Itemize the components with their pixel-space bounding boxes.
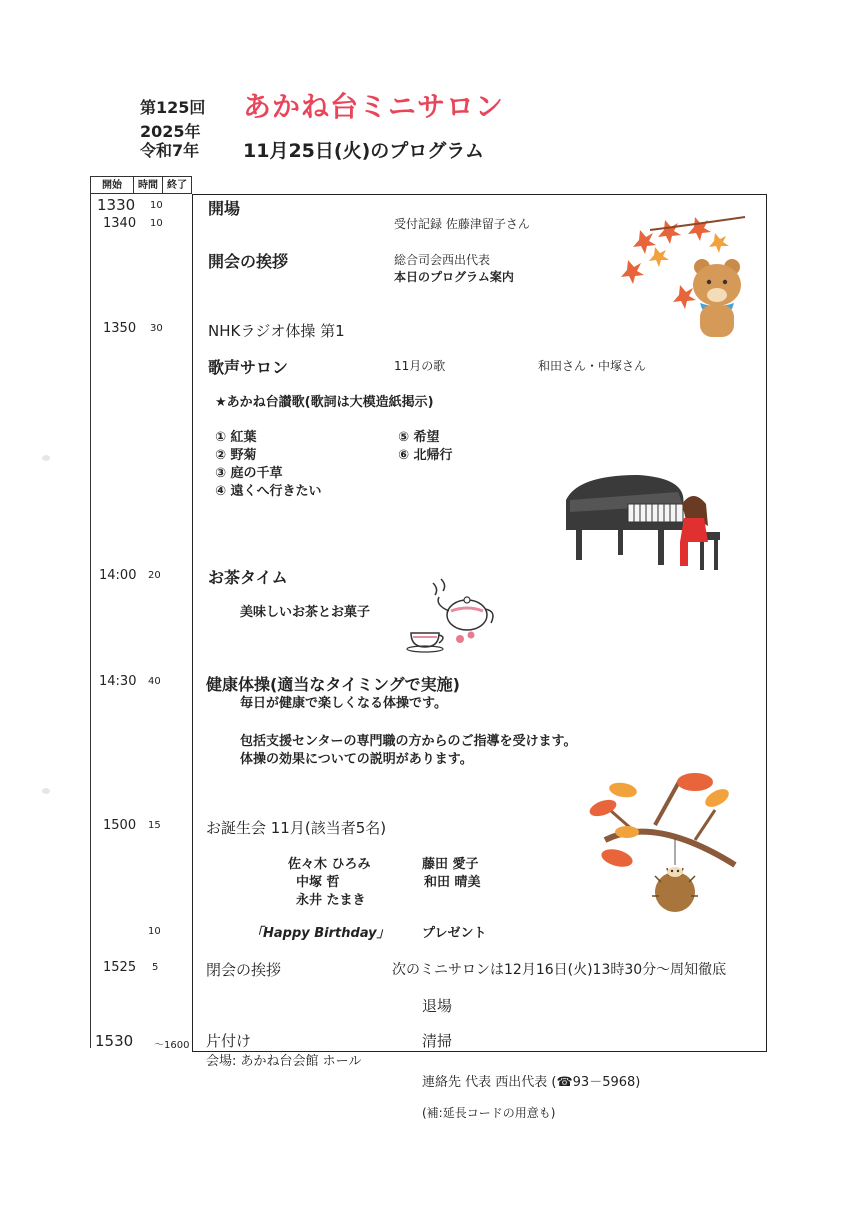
item-title: 歌声サロン [208,358,289,377]
punch-hole [42,788,50,794]
page-title: あかね台ミニサロン [243,90,505,123]
song-item: ③ 庭の千草 [215,466,283,481]
song-month: 11月の歌 [394,359,446,373]
duration: 15 [148,820,161,831]
song-item: ⑥ 北帰行 [398,448,453,463]
duration: 5 [152,962,159,973]
autumn-branch-hedgehog-icon [585,770,745,920]
item-title: 「Happy Birthday」 [250,926,390,941]
time-start: 1340 [103,216,137,231]
era-label: 令和7年 [140,141,200,160]
time-start: 14:30 [99,674,137,689]
item-title: お茶タイム [208,568,288,587]
duration: 40 [148,676,161,687]
time-start: 1330 [97,196,136,214]
item-title: 健康体操(適当なタイミングで実施) [206,675,460,694]
item-title: お誕生会 11月(該当者5名) [206,819,387,837]
time-start: 1500 [103,818,137,833]
time-start: 1525 [103,960,137,975]
venue-label: 会場: あかね台会館 ホール [206,1054,362,1069]
time-start: 1530 [95,1032,134,1050]
teapot-cup-icon [405,575,500,653]
supplementary-note: (補:延長コードの用意も) [422,1106,556,1120]
item-title: NHKラジオ体操 第1 [208,322,345,340]
item-note: 本日のプログラム案内 [394,270,514,284]
year-label: 2025年 [140,122,201,141]
item-title: 開会の挨拶 [208,252,289,271]
item-title: 閉会の挨拶 [206,961,282,979]
duration: 10 [148,926,161,937]
duration: 20 [148,570,161,581]
birthday-name: 中塚 哲 [296,875,340,890]
column-start: 開始 [90,176,134,194]
song-leaders: 和田さん・中塚さん [538,359,647,373]
song-item: ⑤ 希望 [398,430,440,445]
column-end: 終了 [162,176,192,194]
item-note: 受付記録 佐藤津留子さん [394,217,530,231]
song-item: ② 野菊 [215,448,257,463]
item-desc: 体操の効果についての説明があります。 [240,752,473,767]
session-number: 第125回 [140,98,206,117]
next-salon-note: 次のミニサロンは12月16日(火)13時30分～周知徹底 [392,962,727,978]
column-duration: 時間 [133,176,163,194]
time-end: ～1600 [154,1040,190,1051]
birthday-name: 和田 晴美 [424,875,481,890]
item-title: 片付け [206,1032,252,1050]
autumn-bear-icon [620,205,750,340]
item-desc: 毎日が健康で楽しくなる体操です。 [240,696,447,711]
duration: 30 [150,323,163,334]
duration: 10 [150,218,163,229]
item-title: 開場 [208,199,241,218]
anthem-line: ★あかね台讃歌(歌詞は大模造紙掲示) [215,395,434,410]
song-item: ① 紅葉 [215,430,257,445]
item-note: 退場 [422,997,453,1015]
item-note: プレゼント [422,926,487,941]
item-desc: 美味しいお茶とお菓子 [240,605,371,620]
grand-piano-player-icon [558,470,733,580]
birthday-name: 永井 たまき [296,893,366,908]
left-rule [90,176,91,1048]
birthday-name: 藤田 愛子 [422,857,479,872]
time-start: 1350 [103,321,137,336]
duration: 10 [150,200,163,211]
item-note: 総合司会西出代表 [394,253,491,267]
item-desc: 包括支援センターの専門職の方からのご指導を受けます。 [240,734,577,749]
punch-hole [42,455,50,461]
program-date: 11月25日(火)のプログラム [243,140,485,162]
item-note: 清掃 [422,1032,453,1050]
song-item: ④ 遠くへ行きたい [215,484,322,499]
contact-label: 連絡先 代表 西出代表 (☎93－5968) [422,1075,641,1090]
time-start: 14:00 [99,568,137,583]
birthday-name: 佐々木 ひろみ [288,857,371,872]
